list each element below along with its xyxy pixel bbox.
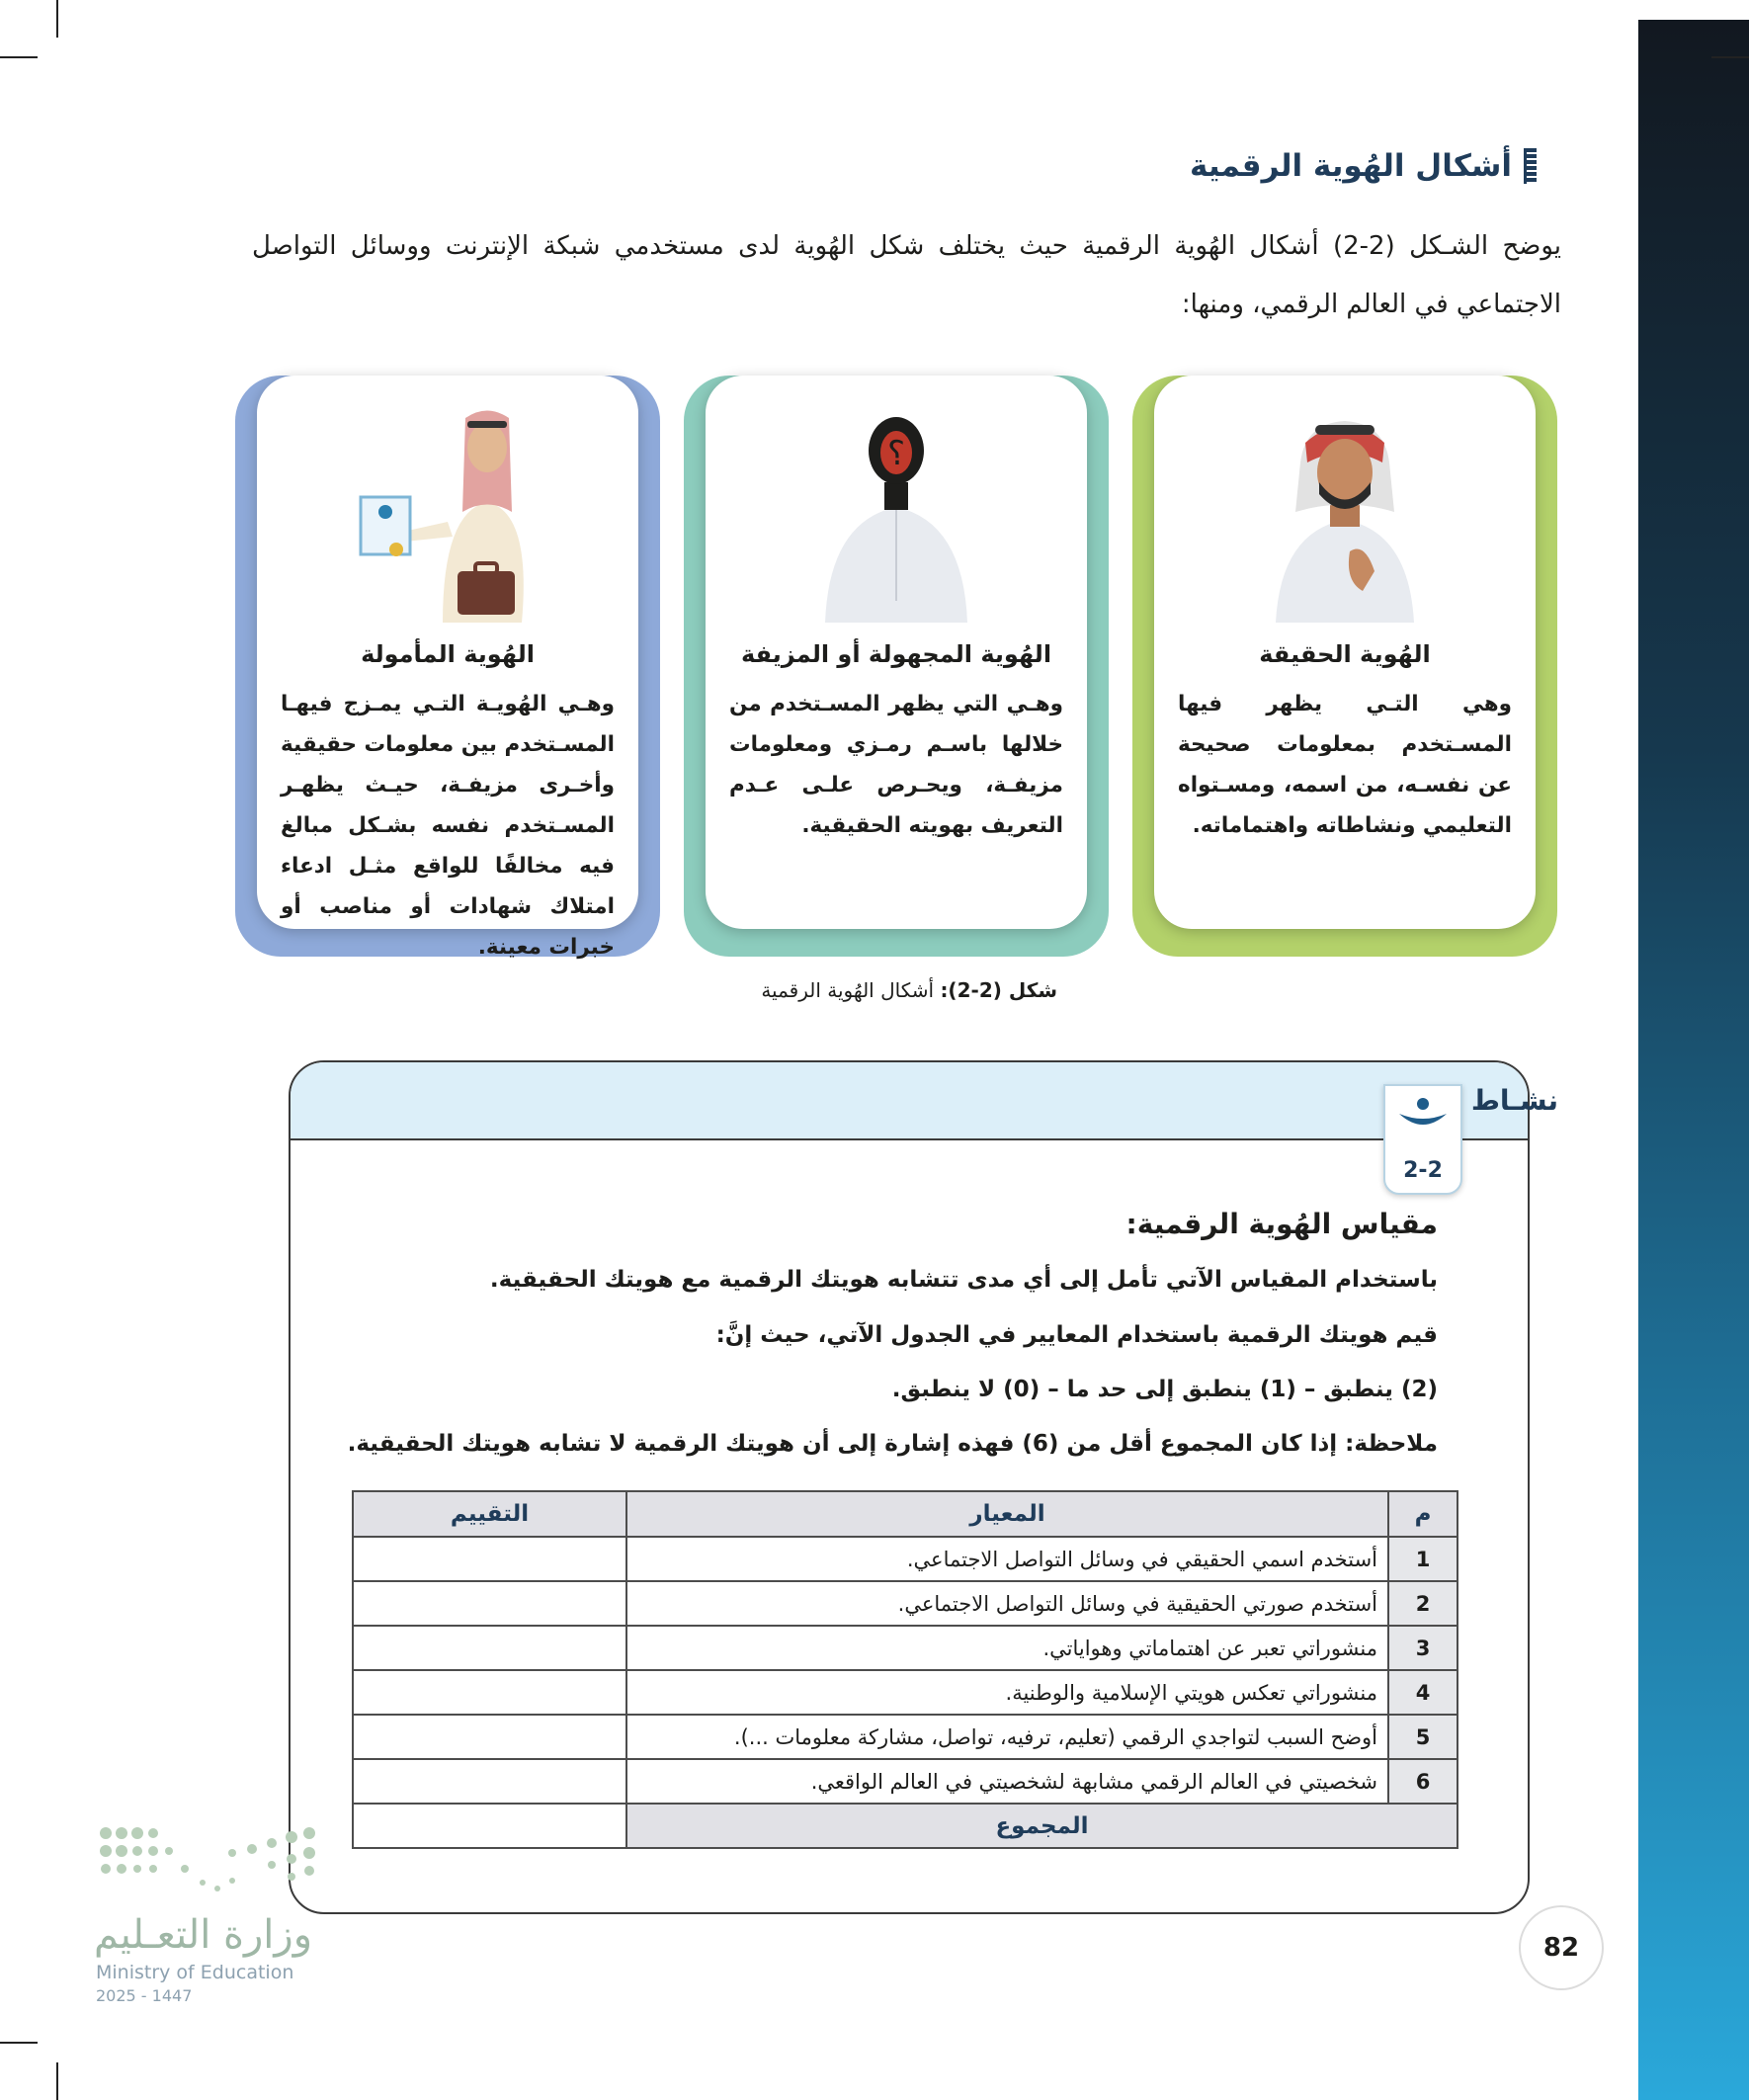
row-criterion: منشوراتي تعكس هويتي الإسلامية والوطنية. bbox=[626, 1670, 1388, 1715]
activity-instruction: قيم هويتك الرقمية باستخدام المعايير في الجدول الآتي، حيث إنَّ: bbox=[715, 1322, 1438, 1348]
figure-caption-label: شكل (2-2): bbox=[940, 978, 1057, 1002]
column-header-number: م bbox=[1388, 1491, 1458, 1537]
row-criterion: أستخدم اسمي الحقيقي في وسائل التواصل الاجتماعي. bbox=[626, 1537, 1388, 1581]
card-panel bbox=[257, 376, 638, 960]
total-rating-cell[interactable] bbox=[353, 1804, 626, 1848]
activity-header bbox=[291, 1062, 1528, 1140]
activity-label: نشـاط bbox=[1470, 1084, 1558, 1117]
total-label: المجموع bbox=[626, 1804, 1458, 1848]
row-criterion: شخصيتي في العالم الرقمي مشابهة لشخصيتي في العالم الواقعي. bbox=[626, 1759, 1388, 1804]
column-header-criterion: المعيار bbox=[626, 1491, 1388, 1537]
table-row bbox=[353, 1759, 1458, 1804]
row-criterion: أوضح السبب لتواجدي الرقمي (تعليم، ترفيه، تواصل، مشاركة معلومات ...). bbox=[626, 1715, 1388, 1759]
activity-scale-legend: (2) ينطبق – (1) ينطبق إلى حد ما – (0) لا ينطبق. bbox=[891, 1377, 1438, 1402]
card-title: الهُوية الحقيقة bbox=[1259, 640, 1431, 668]
crop-mark bbox=[0, 2042, 38, 2044]
crop-mark bbox=[56, 0, 58, 38]
card-title: الهُوية المأمولة bbox=[361, 640, 535, 668]
row-criterion: منشوراتي تعبر عن اهتماماتي وهواياتي. bbox=[626, 1626, 1388, 1670]
row-number: 6 bbox=[1388, 1759, 1458, 1804]
activity-badge bbox=[1383, 1084, 1462, 1195]
card-real-identity bbox=[1132, 376, 1557, 957]
row-number: 2 bbox=[1388, 1581, 1458, 1626]
table-row bbox=[353, 1537, 1458, 1581]
decorative-side-band bbox=[1638, 20, 1749, 2100]
activity-number: 2-2 bbox=[1403, 1158, 1443, 1183]
card-description: وهي التـي يظهر فيها المسـتخدم بمعلومات صحيحة عن نفسـه، من اسمه، ومسـتواه التعليمي ونشاطاته واهتماماته. bbox=[1178, 692, 1512, 838]
ministry-name-arabic: وزارة التعـليم bbox=[94, 1912, 313, 1958]
card-panel bbox=[1154, 376, 1536, 929]
activity-note: ملاحظة: إذا كان المجموع أقل من (6) فهذه إشارة إلى أن هويتك الرقمية لا تشابه هويتك الحقيقية. bbox=[347, 1431, 1438, 1457]
card-aspired-identity bbox=[235, 376, 660, 960]
card-title: الهُوية المجهولة أو المزيفة bbox=[740, 640, 1052, 668]
table-header-row bbox=[353, 1491, 1458, 1537]
section-title bbox=[1190, 148, 1537, 184]
intro-paragraph: يوضح الشـكل (2-2) أشكال الهُوية الرقمية حيث يختلف شكل الهُوية لدى مستخدمي شبكة الإنترنت ووسائل التواصل الاجتماعي في العالم الرقمي، ومنها: bbox=[252, 231, 1561, 319]
identity-scale-table bbox=[352, 1490, 1458, 1849]
card-description: وهـي التي يظهر المسـتخدم من خلالها باسـم رمـزي ومعلومات مزيفـة، ويحـرص علـى عـدم التعريف بهويته الحقيقية. bbox=[729, 692, 1063, 838]
rating-cell[interactable] bbox=[353, 1759, 626, 1804]
rating-cell[interactable] bbox=[353, 1670, 626, 1715]
row-number: 3 bbox=[1388, 1626, 1458, 1670]
card-description: وهـي الهُويـة التـي يمـزج فيهـا المسـتخدم بين معلومات حقيقية وأخـرى مزيفـة، حيـث يظهـر المسـتخدم نفسه بشـكل مبالغ فيه مخالفًا للواقع مثـل ادعاء امتلاك شهادات أو مناصب أو خبرات معينة. bbox=[281, 692, 615, 960]
table-row bbox=[353, 1670, 1458, 1715]
rating-cell[interactable] bbox=[353, 1715, 626, 1759]
activity-instruction: باستخدام المقياس الآتي تأمل إلى أي مدى تتشابه هويتك الرقمية مع هويتك الحقيقية. bbox=[489, 1267, 1438, 1293]
man-question-mark-head-icon bbox=[797, 403, 995, 623]
man-hand-on-chest-icon bbox=[1246, 403, 1444, 623]
page-number: 82 bbox=[1519, 1905, 1604, 1990]
man-with-certificate-and-briefcase-icon bbox=[349, 403, 546, 623]
title-bar-icon bbox=[1524, 148, 1537, 184]
activity-title: مقياس الهُوية الرقمية: bbox=[1125, 1208, 1438, 1240]
svg-text:؟: ؟ bbox=[886, 434, 906, 473]
crop-mark bbox=[56, 2062, 58, 2100]
figure-caption-text: أشكال الهُوية الرقمية bbox=[761, 978, 941, 1002]
row-number: 1 bbox=[1388, 1537, 1458, 1581]
rating-cell[interactable] bbox=[353, 1537, 626, 1581]
row-criterion: أستخدم صورتي الحقيقية في وسائل التواصل الاجتماعي. bbox=[626, 1581, 1388, 1626]
crop-mark bbox=[0, 56, 38, 58]
total-row bbox=[353, 1804, 1458, 1848]
rating-cell[interactable] bbox=[353, 1581, 626, 1626]
table-row bbox=[353, 1626, 1458, 1670]
section-title-text: أشكال الهُوية الرقمية bbox=[1190, 148, 1512, 184]
column-header-rating: التقييم bbox=[353, 1491, 626, 1537]
figure-caption bbox=[0, 978, 1057, 1002]
card-anonymous-identity bbox=[684, 376, 1109, 957]
ministry-year: 2025 - 1447 bbox=[96, 1986, 193, 2005]
row-number: 5 bbox=[1388, 1715, 1458, 1759]
rating-cell[interactable] bbox=[353, 1626, 626, 1670]
card-panel bbox=[706, 376, 1087, 929]
table-row bbox=[353, 1715, 1458, 1759]
activity-icon bbox=[1393, 1094, 1453, 1141]
row-number: 4 bbox=[1388, 1670, 1458, 1715]
table-row bbox=[353, 1581, 1458, 1626]
crop-mark bbox=[1711, 56, 1749, 58]
ministry-name-english: Ministry of Education bbox=[96, 1962, 294, 1983]
